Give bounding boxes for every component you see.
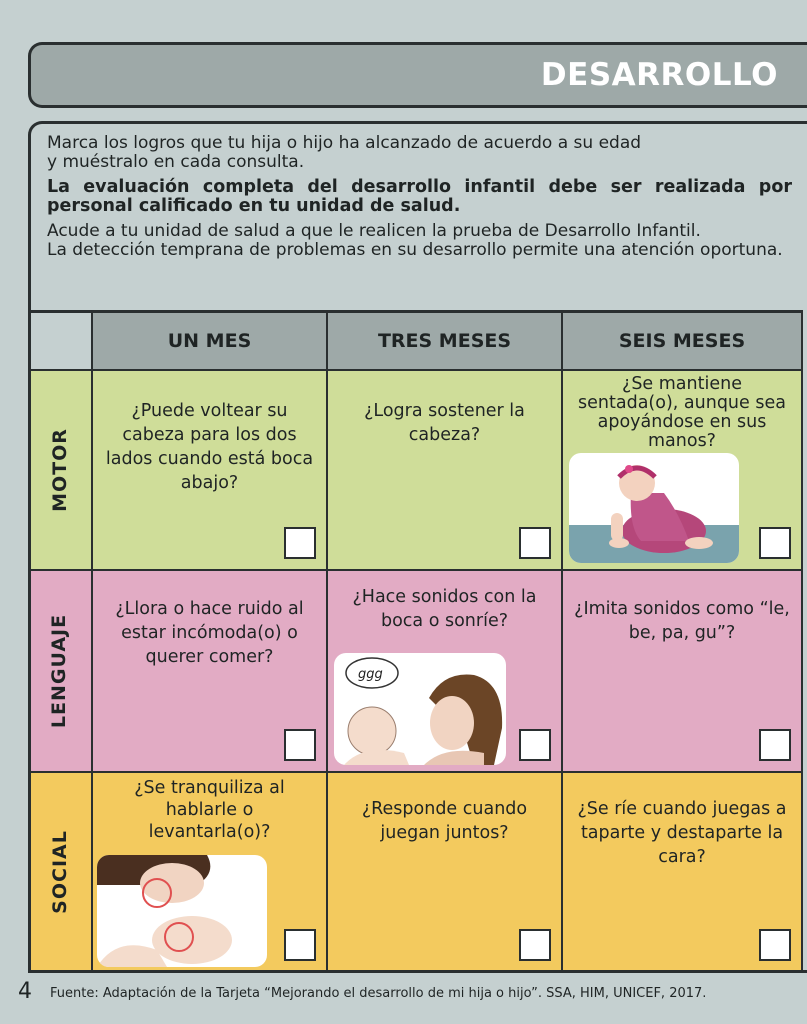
row-label-lenguaje-text: LENGUAJE [48, 613, 71, 729]
page-number: 4 [18, 979, 32, 1004]
intro-line-1: Marca los logros que tu hija o hijo ha alcanzado de acuerdo a su edad [47, 133, 642, 153]
column-header-un-mes: UN MES [93, 313, 328, 371]
intro-text [47, 134, 792, 266]
milestone-cell-lenguaje-3 [328, 571, 563, 773]
milestone-cell-motor-6 [563, 371, 803, 571]
sitting-baby-illustration [569, 453, 739, 563]
milestone-checkbox[interactable] [284, 729, 316, 761]
milestone-checkbox[interactable] [759, 929, 791, 961]
milestone-checkbox[interactable] [519, 729, 551, 761]
intro-line-4: La detección temprana de problemas en su desarrollo permite una atención oportuna. [47, 240, 783, 260]
section-title: DESARROLLO [540, 57, 778, 93]
milestone-question: ¿Se mantiene sentada(o), aunque sea apoyándose en sus manos? [578, 374, 786, 451]
milestone-question: ¿Imita sonidos como “le, be, pa, gu”? [574, 599, 790, 643]
milestone-question: ¿Llora o hace ruido al estar incómoda(o) o querer comer? [115, 599, 304, 667]
milestone-checkbox[interactable] [759, 729, 791, 761]
milestone-question: ¿Puede voltear su cabeza para los dos lados cuando está boca abajo? [105, 401, 314, 493]
intro-line-2: y muéstralo en cada consulta. [47, 152, 305, 172]
intro-bold-note: La evaluación completa del desarrollo infantil debe ser realizada por personal calificado en tu unidad de salud. [47, 177, 792, 216]
intro-line-3: Acude a tu unidad de salud a que le realicen la prueba de Desarrollo Infantil. [47, 221, 701, 241]
milestone-cell-social-6 [563, 773, 803, 973]
mother-holding-baby-illustration [97, 855, 267, 967]
milestone-question: ¿Hace sonidos con la boca o sonríe? [352, 587, 537, 631]
milestone-cell-lenguaje-6 [563, 571, 803, 773]
milestone-cell-social-1 [93, 773, 328, 973]
column-header-tres-meses: TRES MESES [328, 313, 563, 371]
section-header [28, 42, 807, 108]
milestone-cell-motor-3 [328, 371, 563, 571]
speech-bubble-text: ggg [358, 667, 383, 682]
milestone-question: ¿Responde cuando juegan juntos? [361, 799, 528, 843]
milestone-checkbox[interactable] [519, 527, 551, 559]
table-corner [28, 313, 93, 371]
milestone-checkbox[interactable] [759, 527, 791, 559]
column-header-seis-meses: SEIS MESES [563, 313, 803, 371]
milestone-question: ¿Se tranquiliza al hablarle o levantarla(o)? [134, 778, 285, 842]
milestone-question: ¿Se ríe cuando juegas a taparte y destaparte la cara? [577, 799, 787, 867]
milestone-checkbox[interactable] [519, 929, 551, 961]
row-label-motor [28, 371, 93, 571]
row-label-social [28, 773, 93, 973]
row-label-motor-text: MOTOR [48, 428, 71, 512]
milestone-table [28, 310, 803, 973]
milestone-cell-lenguaje-1 [93, 571, 328, 773]
mother-baby-talking-illustration [334, 653, 506, 765]
milestone-question: ¿Logra sostener la cabeza? [364, 401, 525, 445]
row-label-social-text: SOCIAL [48, 830, 71, 914]
milestone-cell-social-3 [328, 773, 563, 973]
development-card [28, 121, 807, 973]
milestone-checkbox[interactable] [284, 929, 316, 961]
milestone-checkbox[interactable] [284, 527, 316, 559]
milestone-cell-motor-1 [93, 371, 328, 571]
row-label-lenguaje [28, 571, 93, 773]
source-citation: Fuente: Adaptación de la Tarjeta “Mejorando el desarrollo de mi hija o hijo”. SSA, HIM, UNICEF, 2017. [50, 986, 707, 1001]
